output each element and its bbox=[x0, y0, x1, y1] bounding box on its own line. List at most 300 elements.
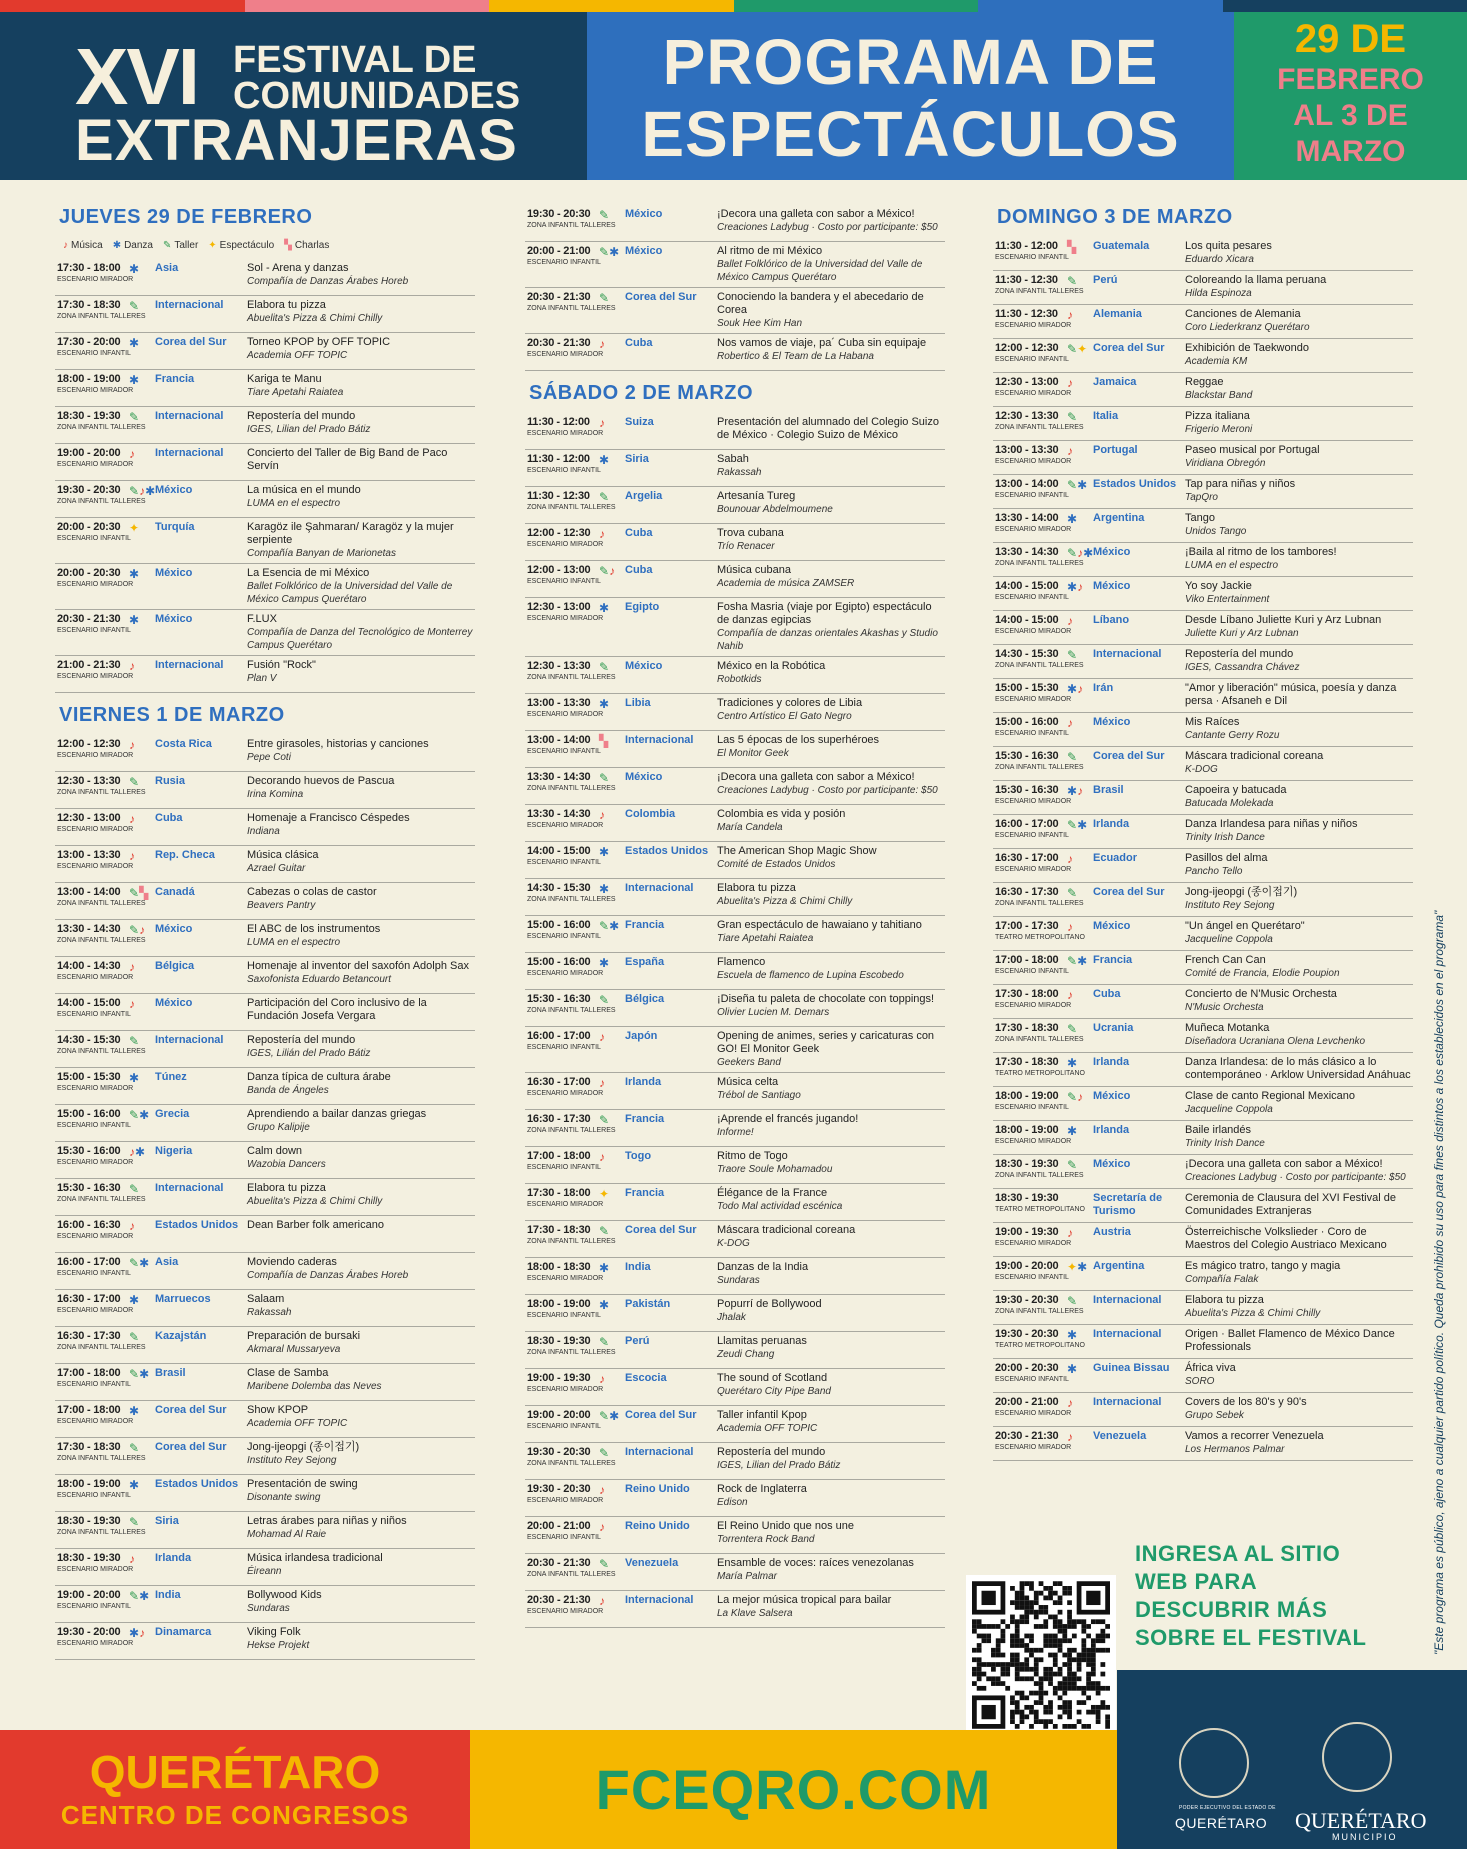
event-time-block bbox=[527, 1298, 599, 1328]
dance-icon: ✱ bbox=[129, 336, 140, 350]
music-icon: ♪ bbox=[599, 416, 605, 430]
dance-icon: ✱ bbox=[599, 1261, 610, 1275]
event-country: Reino Unido bbox=[625, 1483, 690, 1495]
workshop-icon: ✎ bbox=[1067, 648, 1078, 662]
music-icon: ♪ bbox=[599, 1483, 605, 1497]
event-type-icons bbox=[1067, 1124, 1093, 1151]
event-title: Österreichische Volkslieder · Coro de Maestros del Colegio Austriaco Mexicano bbox=[1185, 1226, 1387, 1251]
event-time-block bbox=[57, 1330, 146, 1360]
event-time-block bbox=[527, 564, 599, 594]
music-icon: ♪ bbox=[1077, 682, 1084, 696]
event-performer: LUMA en el espectro bbox=[1185, 560, 1279, 571]
event-title: Colombia es vida y posión bbox=[717, 808, 846, 820]
event-row bbox=[993, 883, 1413, 917]
event-title: ¡Baila al ritmo de los tambores! bbox=[1185, 546, 1337, 558]
show-icon: ✦ bbox=[208, 239, 217, 251]
event-performer: Pepe Coti bbox=[247, 752, 291, 763]
event-title: Popurrí de Bollywood bbox=[717, 1298, 822, 1310]
event-row bbox=[55, 1068, 475, 1105]
event-row bbox=[993, 1427, 1413, 1461]
event-description bbox=[1185, 614, 1413, 641]
event-description bbox=[717, 527, 945, 557]
event-country: Venezuela bbox=[625, 1557, 679, 1569]
event-row bbox=[55, 518, 475, 564]
event-performer: Compañía de danzas orientales Akashas y Studio Nahib bbox=[717, 628, 938, 652]
event-type-icons bbox=[1067, 410, 1093, 437]
event-title: Música cubana bbox=[717, 564, 791, 576]
event-time: 13:30 - 14:30 bbox=[527, 771, 591, 783]
event-description bbox=[247, 262, 475, 292]
music-icon: ♪ bbox=[599, 1372, 605, 1386]
event-title: Elabora tu pizza bbox=[717, 882, 796, 894]
event-type-icons bbox=[129, 812, 155, 842]
event-title: ¡Decora una galleta con sabor a México! bbox=[1185, 1158, 1383, 1170]
event-performer: Los Hermanos Palmar bbox=[1185, 1444, 1285, 1455]
event-time-block bbox=[527, 1076, 604, 1106]
event-title: Jong-ijeopgi (종이접기) bbox=[247, 1441, 360, 1453]
event-description bbox=[1185, 308, 1413, 335]
event-country: Japón bbox=[625, 1030, 658, 1042]
event-type-icons bbox=[129, 373, 155, 403]
event-venue: ESCENARIO MIRADOR bbox=[57, 863, 134, 870]
event-title: Repostería del mundo bbox=[1185, 648, 1294, 660]
qr-code-graphic bbox=[972, 1581, 1110, 1729]
event-row bbox=[525, 598, 945, 657]
event-country: Internacional bbox=[625, 734, 694, 746]
event-time: 14:30 - 15:30 bbox=[527, 882, 591, 894]
event-venue: ESCENARIO MIRADOR bbox=[527, 711, 604, 718]
event-country: Suiza bbox=[625, 416, 654, 428]
event-venue: ZONA INFANTIL TALLERES bbox=[527, 1127, 616, 1134]
event-type-icons bbox=[1067, 580, 1093, 607]
event-type-icons bbox=[599, 919, 625, 949]
event-description bbox=[717, 601, 945, 653]
event-country: Portugal bbox=[1093, 444, 1138, 456]
event-time-block bbox=[995, 1260, 1067, 1287]
event-type-icons bbox=[599, 882, 625, 912]
event-venue: ESCENARIO MIRADOR bbox=[527, 1275, 604, 1282]
event-country: México bbox=[625, 245, 663, 257]
event-title: Máscara tradicional coreana bbox=[1185, 750, 1324, 762]
event-time: 18:00 - 19:00 bbox=[995, 1090, 1059, 1102]
event-venue: ESCENARIO MIRADOR bbox=[995, 390, 1072, 397]
event-performer: Abuelita's Pizza & Chimi Chilly bbox=[247, 1196, 383, 1207]
event-type-icons bbox=[599, 453, 625, 483]
event-performer: Academia OFF TOPIC bbox=[247, 1418, 348, 1429]
event-time: 18:30 - 19:30 bbox=[527, 1335, 591, 1347]
music-icon: ♪ bbox=[129, 1552, 135, 1566]
venue-name: CENTRO DE CONGRESOS bbox=[60, 1800, 410, 1830]
event-time: 13:30 - 14:30 bbox=[995, 546, 1059, 558]
event-row bbox=[993, 305, 1413, 339]
event-venue: ESCENARIO INFANTIL bbox=[57, 1122, 131, 1129]
event-description bbox=[1185, 342, 1413, 369]
event-time-block bbox=[995, 1158, 1084, 1185]
website-url[interactable]: FCEQRO.COM bbox=[470, 1730, 1117, 1849]
event-time: 16:30 - 17:30 bbox=[527, 1113, 591, 1125]
event-country: Perú bbox=[625, 1335, 650, 1347]
dance-icon: ✱ bbox=[599, 1298, 610, 1312]
music-icon: ♪ bbox=[1067, 988, 1073, 1002]
event-description bbox=[247, 923, 475, 953]
event-time-block bbox=[57, 812, 134, 842]
event-performer: Abuelita's Pizza & Chimi Chilly bbox=[717, 896, 853, 907]
event-title: Artesanía Tureg bbox=[717, 490, 796, 502]
music-icon: ♪ bbox=[129, 1145, 135, 1159]
event-venue: ESCENARIO MIRADOR bbox=[527, 1386, 604, 1393]
event-row bbox=[993, 951, 1413, 985]
event-performer: Hekse Projekt bbox=[247, 1640, 310, 1651]
event-description bbox=[247, 1478, 475, 1508]
event-time: 17:30 - 18:30 bbox=[57, 299, 121, 311]
event-title: Entre girasoles, historias y canciones bbox=[247, 738, 429, 750]
event-performer: Souk Hee Kim Han bbox=[717, 318, 803, 329]
event-country: Pakistán bbox=[625, 1298, 671, 1310]
event-title: Elabora tu pizza bbox=[247, 299, 326, 311]
event-venue: ESCENARIO MIRADOR bbox=[527, 1090, 604, 1097]
event-performer: Saxofonista Eduardo Betancourt bbox=[247, 974, 391, 985]
event-type-icons bbox=[599, 1594, 625, 1624]
event-time: 15:30 - 16:30 bbox=[57, 1182, 121, 1194]
music-icon: ♪ bbox=[1067, 614, 1073, 628]
event-time: 18:00 - 19:00 bbox=[57, 373, 121, 385]
date-range: 29 DE FEBRERO AL 3 DE MARZO bbox=[1234, 12, 1467, 180]
event-time: 11:30 - 12:00 bbox=[995, 240, 1058, 252]
event-description bbox=[717, 1557, 945, 1587]
event-country: Marruecos bbox=[155, 1293, 211, 1305]
event-time-block bbox=[995, 1124, 1072, 1151]
event-country: Ecuador bbox=[1093, 852, 1138, 864]
event-time: 13:30 - 14:30 bbox=[527, 808, 591, 820]
event-performer: Jhalak bbox=[717, 1312, 746, 1323]
event-performer: Jacqueline Coppola bbox=[1185, 1104, 1273, 1115]
event-title: Repostería del mundo bbox=[717, 1446, 826, 1458]
event-country: Internacional bbox=[155, 299, 224, 311]
event-title: Kariga te Manu bbox=[247, 373, 322, 385]
event-country: Francia bbox=[625, 919, 665, 931]
event-venue: ESCENARIO MIRADOR bbox=[57, 387, 134, 394]
dance-icon: ✱ bbox=[129, 373, 140, 387]
event-venue: ESCENARIO MIRADOR bbox=[995, 696, 1072, 703]
event-row bbox=[55, 481, 475, 518]
event-venue: ESCENARIO MIRADOR bbox=[57, 1159, 134, 1166]
event-title: Elabora tu pizza bbox=[1185, 1294, 1264, 1306]
event-title: Pizza italiana bbox=[1185, 410, 1250, 422]
event-venue: ZONA INFANTIL TALLERES bbox=[57, 937, 146, 944]
event-performer: Azrael Guitar bbox=[247, 863, 306, 874]
event-time-block bbox=[995, 444, 1072, 471]
event-type-icons bbox=[599, 956, 625, 986]
music-icon: ♪ bbox=[139, 923, 146, 937]
event-type-icons bbox=[129, 659, 155, 689]
event-row bbox=[993, 271, 1413, 305]
event-performer: Banda de Ángeles bbox=[247, 1085, 329, 1096]
event-country: Rusia bbox=[155, 775, 185, 787]
event-performer: Unidos Tango bbox=[1185, 526, 1247, 537]
music-icon: ♪ bbox=[1077, 784, 1084, 798]
event-performer: IGES, Lilián del Prado Bátiz bbox=[247, 1048, 371, 1059]
event-type-icons bbox=[129, 299, 155, 329]
event-performer: Grupo Kalipije bbox=[247, 1122, 310, 1133]
event-title: Élégance de la France bbox=[717, 1187, 828, 1199]
event-description bbox=[247, 1256, 475, 1286]
event-type-icons bbox=[599, 1187, 625, 1217]
event-performer: Tiare Apetahi Raiatea bbox=[247, 387, 344, 398]
event-title: Ensamble de voces: raíces venezolanas bbox=[717, 1557, 914, 1569]
event-row bbox=[525, 1369, 945, 1406]
event-time: 18:30 - 19:30 bbox=[57, 1552, 121, 1564]
workshop-icon: ✎ bbox=[599, 1335, 610, 1349]
event-type-icons bbox=[129, 1071, 155, 1101]
event-country: Internacional bbox=[625, 882, 694, 894]
event-performer: Grupo Sebek bbox=[1185, 1410, 1244, 1421]
event-country: Costa Rica bbox=[155, 738, 212, 750]
event-time-block bbox=[57, 1219, 134, 1249]
workshop-icon: ✎ bbox=[129, 923, 140, 937]
event-time: 19:30 - 20:30 bbox=[995, 1294, 1059, 1306]
workshop-icon: ✎ bbox=[129, 299, 140, 313]
event-title: Aprendiendo a bailar danzas griegas bbox=[247, 1108, 427, 1120]
event-venue: ESCENARIO MIRADOR bbox=[995, 798, 1072, 805]
event-title: La música en el mundo bbox=[247, 484, 361, 496]
event-title: Show KPOP bbox=[247, 1404, 309, 1416]
event-time-block bbox=[57, 1145, 134, 1175]
event-title: Clase de Samba bbox=[247, 1367, 329, 1379]
event-country: Argentina bbox=[1093, 1260, 1145, 1272]
event-country: México bbox=[625, 208, 663, 220]
event-performer: Compañía de Danza del Tecnológico de Monterrey Campus Querétaro bbox=[247, 627, 473, 651]
event-time: 16:00 - 16:30 bbox=[57, 1219, 121, 1231]
dance-icon: ✱ bbox=[135, 1145, 146, 1159]
event-venue: ZONA INFANTIL TALLERES bbox=[57, 1455, 146, 1462]
event-type-icons bbox=[599, 1372, 625, 1402]
event-description bbox=[717, 845, 945, 875]
event-type-icons bbox=[1067, 274, 1093, 301]
event-type-icons bbox=[129, 1478, 155, 1508]
event-type-icons bbox=[599, 1261, 625, 1291]
event-description bbox=[1185, 1430, 1413, 1457]
event-performer: Instituto Rey Sejong bbox=[1185, 900, 1275, 911]
event-performer: María Candela bbox=[717, 822, 783, 833]
event-performer: Bounouar Abdelmoumene bbox=[717, 504, 833, 515]
event-description bbox=[247, 886, 475, 916]
event-description bbox=[1185, 988, 1413, 1015]
event-venue: TEATRO METROPOLITANO bbox=[995, 1206, 1085, 1213]
event-type-icons bbox=[129, 410, 155, 440]
state-logo-text: QUERÉTARO bbox=[1175, 1815, 1268, 1831]
workshop-icon: ✎ bbox=[1067, 342, 1078, 356]
event-row bbox=[55, 957, 475, 994]
workshop-icon: ✎ bbox=[599, 1557, 610, 1571]
event-venue: ZONA INFANTIL TALLERES bbox=[57, 1529, 146, 1536]
event-title: Salaam bbox=[247, 1293, 285, 1305]
event-title: Letras árabes para niñas y niños bbox=[247, 1515, 407, 1527]
event-time-block bbox=[527, 490, 616, 520]
event-venue: ZONA INFANTIL TALLERES bbox=[995, 900, 1084, 907]
event-type-icons bbox=[129, 1626, 155, 1656]
event-country: México bbox=[1093, 580, 1131, 592]
event-description bbox=[1185, 1362, 1413, 1389]
event-performer: Creaciones Ladybug · Costo por participante: $50 bbox=[1185, 1172, 1406, 1183]
workshop-icon: ✎ bbox=[599, 1446, 610, 1460]
event-title: Covers de los 80's y 90's bbox=[1185, 1396, 1307, 1408]
event-country: Estados Unidos bbox=[155, 1219, 239, 1231]
event-venue: ESCENARIO MIRADOR bbox=[57, 1566, 134, 1573]
event-type-icons bbox=[1067, 1192, 1093, 1219]
event-time-block bbox=[995, 1294, 1084, 1321]
event-time: 19:00 - 20:00 bbox=[57, 1589, 121, 1601]
event-time: 14:00 - 15:00 bbox=[57, 997, 121, 1009]
music-icon: ♪ bbox=[1077, 546, 1084, 560]
event-time: 11:30 - 12:30 bbox=[995, 274, 1058, 286]
event-venue: ESCENARIO INFANTIL bbox=[527, 1164, 601, 1171]
event-time-block bbox=[995, 512, 1072, 539]
event-time-block bbox=[57, 447, 134, 477]
workshop-icon: ✎ bbox=[129, 484, 140, 498]
music-icon: ♪ bbox=[1077, 580, 1084, 594]
event-row bbox=[55, 1364, 475, 1401]
music-icon: ♪ bbox=[599, 1030, 605, 1044]
event-row bbox=[55, 1031, 475, 1068]
dance-icon: ✱ bbox=[1077, 1260, 1088, 1274]
music-icon: ♪ bbox=[1067, 1226, 1073, 1240]
event-time-block bbox=[57, 1108, 129, 1138]
event-row bbox=[993, 849, 1413, 883]
music-icon: ♪ bbox=[599, 1594, 605, 1608]
event-venue: TEATRO METROPOLITANO bbox=[995, 1070, 1085, 1077]
event-country: Venezuela bbox=[1093, 1430, 1147, 1442]
event-country: Secretaría de Turismo bbox=[1093, 1192, 1163, 1217]
event-type-icons bbox=[129, 1552, 155, 1582]
workshop-icon: ✎ bbox=[1067, 1158, 1078, 1172]
event-time: 20:00 - 20:30 bbox=[995, 1362, 1059, 1374]
qr-code[interactable] bbox=[966, 1575, 1116, 1735]
event-description bbox=[1185, 376, 1413, 403]
event-title: Reggae bbox=[1185, 376, 1224, 388]
event-venue: ESCENARIO INFANTIL bbox=[995, 356, 1069, 363]
event-time: 17:30 - 18:30 bbox=[57, 1441, 121, 1453]
event-time-block bbox=[527, 956, 604, 986]
event-country: Asia bbox=[155, 262, 179, 274]
event-time: 16:30 - 17:30 bbox=[995, 886, 1059, 898]
event-description bbox=[247, 447, 475, 477]
event-description bbox=[1185, 274, 1413, 301]
event-venue: ZONA INFANTIL TALLERES bbox=[527, 1571, 616, 1578]
event-country: Egipto bbox=[625, 601, 660, 613]
event-performer: Beavers Pantry bbox=[247, 900, 316, 911]
event-performer: Maribene Dolemba das Neves bbox=[247, 1381, 382, 1392]
event-country: Internacional bbox=[155, 447, 224, 459]
workshop-icon: ✎ bbox=[129, 410, 140, 424]
event-country: Colombia bbox=[625, 808, 676, 820]
event-title: Concierto del Taller de Big Band de Paco Servín bbox=[247, 447, 448, 472]
event-venue: ESCENARIO MIRADOR bbox=[57, 752, 134, 759]
event-description bbox=[717, 1150, 945, 1180]
event-title: Cabezas o colas de castor bbox=[247, 886, 377, 898]
event-description bbox=[717, 337, 945, 367]
event-description bbox=[717, 919, 945, 949]
workshop-icon: ✎ bbox=[599, 245, 610, 259]
event-time: 20:00 - 21:00 bbox=[995, 1396, 1059, 1408]
workshop-icon: ✎ bbox=[1067, 1294, 1078, 1308]
event-time: 16:00 - 17:00 bbox=[57, 1256, 121, 1268]
event-row bbox=[55, 883, 475, 920]
show-icon: ✦ bbox=[599, 1187, 610, 1201]
event-row bbox=[55, 1327, 475, 1364]
event-description bbox=[247, 1219, 475, 1249]
event-country: Grecia bbox=[155, 1108, 190, 1120]
event-country: México bbox=[1093, 920, 1131, 932]
event-venue: ESCENARIO MIRADOR bbox=[57, 581, 134, 588]
event-row bbox=[55, 1216, 475, 1253]
event-venue: ZONA INFANTIL TALLERES bbox=[995, 560, 1084, 567]
event-type-icons bbox=[599, 697, 625, 727]
event-description bbox=[1185, 1090, 1413, 1117]
legend-music bbox=[63, 240, 103, 251]
event-country: Brasil bbox=[1093, 784, 1124, 796]
music-icon: ♪ bbox=[129, 997, 135, 1011]
state-seal-icon bbox=[1179, 1728, 1249, 1798]
event-time-block bbox=[527, 601, 604, 653]
event-time-block bbox=[995, 1022, 1084, 1049]
event-venue: ESCENARIO INFANTIL bbox=[995, 1376, 1069, 1383]
event-performer: Academia OFF TOPIC bbox=[247, 350, 348, 361]
event-time-block bbox=[57, 1589, 129, 1619]
event-title: Ceremonia de Clausura del XVI Festival de Comunidades Extranjeras bbox=[1185, 1192, 1396, 1217]
event-performer: LUMA en el espectro bbox=[247, 498, 341, 509]
event-title: Sol - Arena y danzas bbox=[247, 262, 349, 274]
event-time-block bbox=[57, 775, 146, 805]
event-time-block bbox=[527, 416, 604, 446]
event-performer: Edison bbox=[717, 1497, 748, 1508]
event-type-icons bbox=[1067, 682, 1093, 709]
event-type-icons bbox=[1067, 1226, 1093, 1253]
event-time-block bbox=[995, 240, 1067, 267]
event-performer: IGES, Lilian del Prado Bátiz bbox=[247, 424, 371, 435]
workshop-icon: ✎ bbox=[599, 1113, 610, 1127]
event-country: Internacional bbox=[1093, 648, 1162, 660]
event-performer: Batucada Molekada bbox=[1185, 798, 1274, 809]
dance-icon: ✱ bbox=[599, 697, 610, 711]
event-country: México bbox=[625, 660, 663, 672]
event-country: Siria bbox=[625, 453, 649, 465]
event-performer: Indiana bbox=[247, 826, 280, 837]
event-title: Música celta bbox=[717, 1076, 779, 1088]
music-icon: ♪ bbox=[129, 659, 135, 673]
event-venue: ESCENARIO MIRADOR bbox=[527, 822, 604, 829]
event-title: La Esencia de mi México bbox=[247, 567, 370, 579]
dance-icon: ✱ bbox=[1077, 478, 1088, 492]
event-type-icons bbox=[1067, 920, 1093, 947]
event-title: África viva bbox=[1185, 1362, 1236, 1374]
event-description bbox=[247, 1589, 475, 1619]
event-type-icons bbox=[599, 1076, 625, 1106]
event-time: 20:30 - 21:30 bbox=[527, 291, 591, 303]
workshop-icon: ✎ bbox=[1067, 1090, 1078, 1104]
event-title: Danza Irlandesa para niñas y niños bbox=[1185, 818, 1358, 830]
event-title: Exhibición de Taekwondo bbox=[1185, 342, 1309, 354]
event-row bbox=[525, 1554, 945, 1591]
event-type-icons bbox=[129, 886, 155, 916]
event-performer: IGES, Lilian del Prado Bátiz bbox=[717, 1460, 841, 1471]
event-performer: Olivier Lucien M. Demars bbox=[717, 1007, 830, 1018]
event-type-icons bbox=[599, 1409, 625, 1439]
event-type-icons bbox=[599, 1335, 625, 1365]
event-title: Vamos a recorrer Venezuela bbox=[1185, 1430, 1324, 1442]
event-venue: ESCENARIO MIRADOR bbox=[527, 1497, 604, 1504]
event-type-icons bbox=[1067, 852, 1093, 879]
music-icon: ♪ bbox=[129, 849, 135, 863]
